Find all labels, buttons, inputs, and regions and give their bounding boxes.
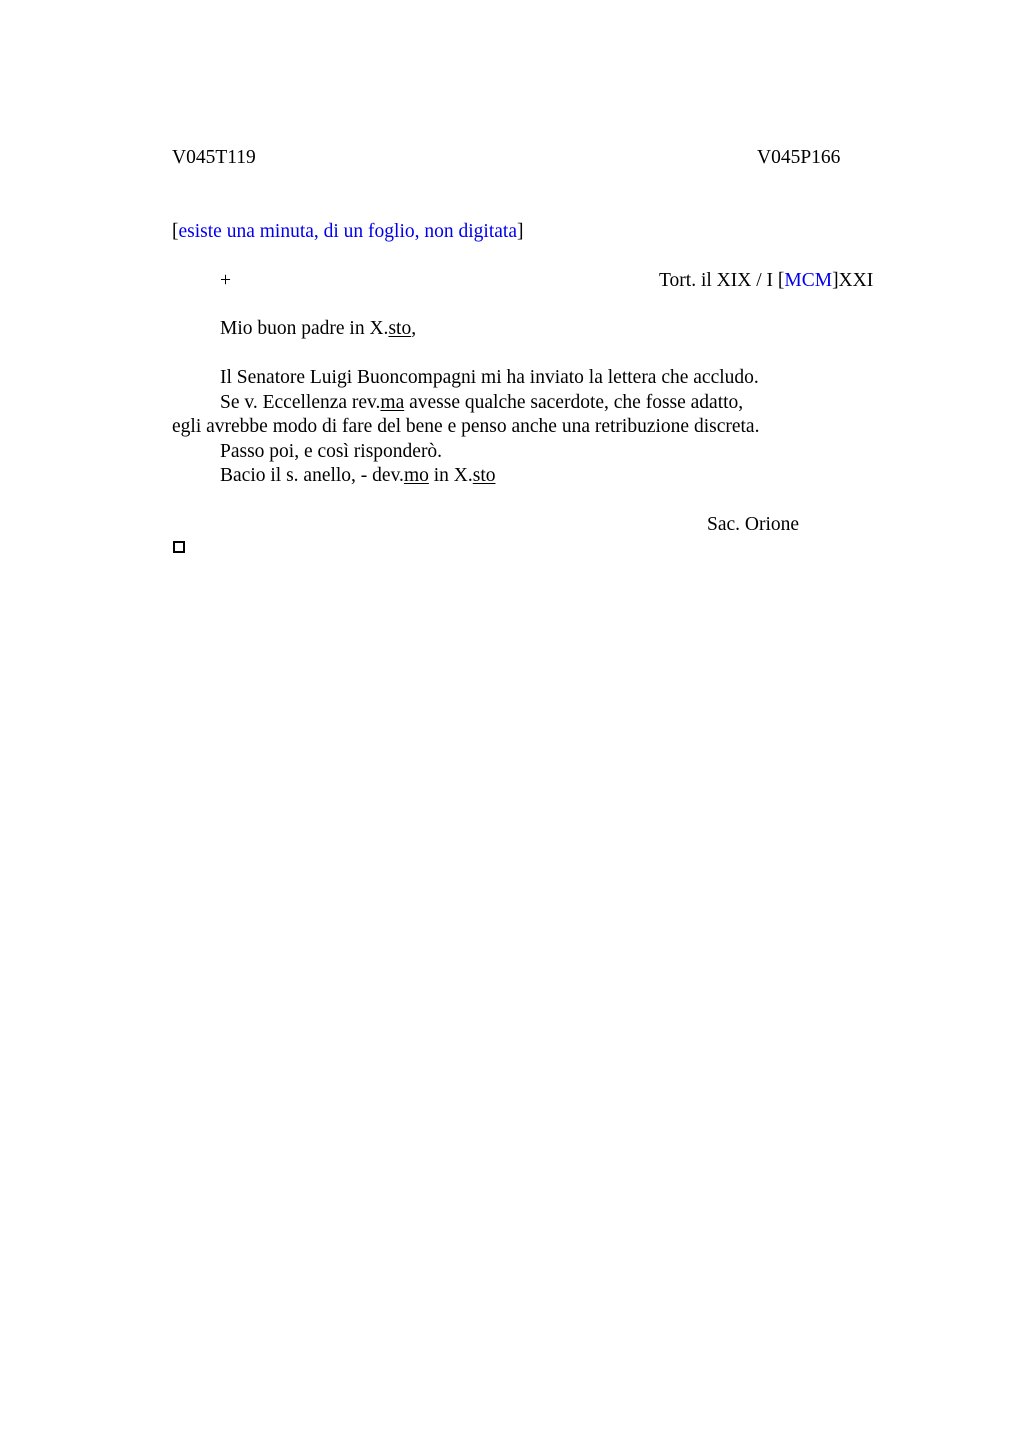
body-line-2 xyxy=(220,391,743,415)
salutation-abbr: sto xyxy=(388,318,412,339)
body-line-2-abbr: ma xyxy=(380,392,405,413)
body-line-1: Il Senatore Luigi Buoncompagni mi ha inviato la lettera che accludo. xyxy=(220,367,759,388)
body-line-5-abbr-2: sto xyxy=(472,465,496,486)
cross-symbol: + xyxy=(220,270,231,291)
dateline xyxy=(659,269,873,293)
archive-code-right: V045P166 xyxy=(757,147,841,168)
salutation-punct: , xyxy=(411,318,417,339)
body-line-4: Passo poi, e così risponderò. xyxy=(220,441,443,462)
body-line-2-a: Se v. Eccellenza rev. xyxy=(220,392,381,413)
note-text: esiste una minuta, di un foglio, non digitata xyxy=(178,221,517,242)
archive-code-left: V045T119 xyxy=(172,147,256,168)
body-line-3: egli avrebbe modo di fare del bene e penso anche una retribuzione discreta. xyxy=(172,416,760,437)
dateline-restored: MCM xyxy=(784,270,833,291)
body-line-5-abbr-1: mo xyxy=(403,465,429,486)
dateline-suffix: ]XXI xyxy=(832,270,874,291)
body-line-5 xyxy=(220,464,496,488)
dateline-prefix: Tort. il XIX / I [ xyxy=(659,270,785,291)
note-open-bracket: [ xyxy=(172,221,179,242)
salutation-text: Mio buon padre in X. xyxy=(220,318,389,339)
salutation xyxy=(220,317,416,341)
editorial-note xyxy=(172,220,524,244)
body-line-5-a: Bacio il s. anello, - dev. xyxy=(220,465,404,486)
body-line-5-b: in X. xyxy=(428,465,473,486)
note-close-bracket: ] xyxy=(517,221,524,242)
body-line-2-b: avesse qualche sacerdote, che fosse adatto, xyxy=(404,392,744,413)
signature: Sac. Orione xyxy=(707,514,800,535)
checkbox-square-icon[interactable] xyxy=(173,541,185,553)
